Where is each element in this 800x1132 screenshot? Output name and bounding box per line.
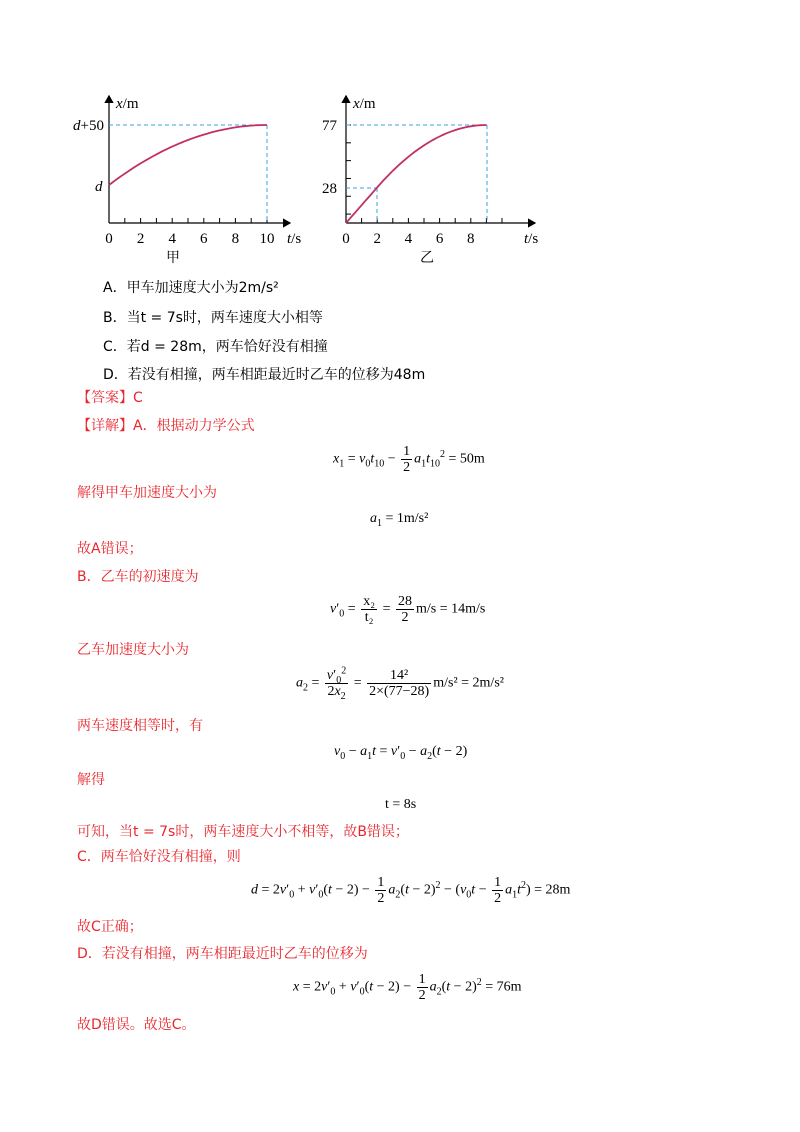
y-tick-d: d xyxy=(95,179,103,195)
equation-7: $d = 2v'_0 + v'_0(t - 2)$ − $\frac{1}{2}$ $a_2(t - 2)^2 - (v_0t$ − $\frac{1}{2}$ $a_1t^2) = 28m$ xyxy=(251,875,571,906)
equation-1: $x_1 = v_0t_{10}$ − $\frac{1}{2}$ $a_1t_{10}^2 = 50m$ xyxy=(333,444,485,475)
equation-result: m/s² = 2m/s² xyxy=(433,675,504,691)
equation-result: = 76m xyxy=(485,979,522,995)
graph-caption: 甲 xyxy=(166,251,180,266)
ticks xyxy=(346,125,502,223)
position-curve-yi xyxy=(346,125,486,223)
equation-result: = 50m xyxy=(448,451,485,467)
equation-8: $x = 2v'_0 + v'_0(t - 2)$ − $\frac{1}{2}$ $a_2(t - 2)^2 = 76m$ xyxy=(293,972,522,1003)
detail-line-b3: 两车速度相等时，有 xyxy=(77,718,203,734)
answer xyxy=(77,389,143,407)
option-text: 甲车加速度大小为2m/s² xyxy=(126,280,279,296)
equation-4: $a_2$ = $\frac{v'_0^2}{2x_2}$ = $\frac{\text{14²}}{2\times(77-28)}$ m/s² = 2m/s² xyxy=(296,665,504,702)
option-label: A． xyxy=(103,280,127,296)
fraction-numerator: 28 xyxy=(397,594,412,609)
detail-line-b: B．乙车的初速度为 xyxy=(77,569,199,585)
detail-tag: 【详解】 xyxy=(77,418,133,434)
detail-line-b5: 可知，当t = 7s时，两车速度大小不相等，故B错误； xyxy=(77,824,409,840)
graph-yi xyxy=(320,88,580,278)
x-tick-label: 0 xyxy=(342,231,350,247)
option-label: D． xyxy=(103,367,128,383)
option-label: C． xyxy=(103,339,127,355)
x-ticks xyxy=(125,218,267,223)
y-tick-28: 28 xyxy=(322,181,337,197)
equation-result: = 1m/s² xyxy=(385,511,429,526)
equation-result: = 28m xyxy=(534,882,571,898)
detail-text: A．根据动力学公式 xyxy=(133,418,255,434)
equation-3: $v'_0$ = $\frac{\text{x₂}}{\text{t₂}}$ = $\frac{28}{2}$ m/s = 14m/s xyxy=(330,594,486,625)
x-tick-labels xyxy=(342,231,474,247)
x-tick-labels xyxy=(105,231,274,247)
y-tick-77: 77 xyxy=(322,118,337,134)
option-label: B． xyxy=(103,310,127,326)
equation-2: $a_1 = 1m/s^2$ xyxy=(370,511,429,529)
x-tick-label: 2 xyxy=(136,231,145,247)
option-b xyxy=(103,309,323,327)
detail-line-c2: 故C正确； xyxy=(77,919,143,935)
detail-line-c: C．两车恰好没有相撞，则 xyxy=(77,849,241,865)
x-tick-label: 8 xyxy=(231,231,240,247)
option-d xyxy=(103,366,425,384)
x-tick-label: 0 xyxy=(105,231,113,247)
x-axis-label: t/s xyxy=(524,231,539,247)
x-tick-label: 8 xyxy=(467,231,475,247)
option-text: 当t = 7s时，两车速度大小相等 xyxy=(126,310,323,326)
option-text: 若d = 28m，两车恰好没有相撞 xyxy=(126,339,328,355)
graph-jia xyxy=(60,88,320,278)
option-a xyxy=(103,279,279,297)
y-tick-d50: d+50 xyxy=(73,118,104,134)
equation-result: m/s = 14m/s xyxy=(415,601,486,617)
fraction-denominator: t₂ xyxy=(364,610,374,625)
y-axis-label: x/m xyxy=(116,96,139,112)
option-c xyxy=(103,338,328,356)
answer-tag: 【答案】 xyxy=(77,390,133,406)
detail-line-solve: 解得甲车加速度大小为 xyxy=(77,485,217,501)
y-axis-label: x/m xyxy=(353,96,376,112)
detail-line-end: 故D错误。故选C。 xyxy=(77,1017,196,1033)
x-tick-label: 10 xyxy=(259,231,275,247)
detail-line-a-wrong: 故A错误； xyxy=(77,541,143,557)
x-tick-label: 2 xyxy=(373,231,381,247)
fraction-numerator: x₂ xyxy=(363,594,376,609)
detail-line-a xyxy=(77,417,255,435)
graph-caption: 乙 xyxy=(420,251,434,266)
x-axis-label: t/s xyxy=(287,231,302,247)
answer-value: C xyxy=(133,390,143,406)
detail-line-d: D．若没有相撞，两车相距最近时乙车的位移为 xyxy=(77,946,368,962)
x-tick-label: 4 xyxy=(168,231,176,247)
fraction-numerator: 14² xyxy=(367,668,431,684)
x-tick-label: 4 xyxy=(404,231,413,247)
option-text: 若没有相撞，两车相距最近时乙车的位移为48m xyxy=(127,367,426,383)
fraction-denominator: 2×(77−28) xyxy=(369,684,430,699)
equation-6: t = 8s xyxy=(385,797,417,812)
x-tick-label: 6 xyxy=(200,231,208,247)
position-curve-jia xyxy=(109,125,267,185)
equation-5: $v_0 - a_1t = v'_0 - a_2(t - 2)$ xyxy=(334,744,468,762)
fraction-denominator: 2 xyxy=(401,610,409,625)
detail-line-b2: 乙车加速度大小为 xyxy=(77,642,189,658)
detail-line-b4: 解得 xyxy=(77,772,105,788)
x-tick-label: 6 xyxy=(435,231,444,247)
